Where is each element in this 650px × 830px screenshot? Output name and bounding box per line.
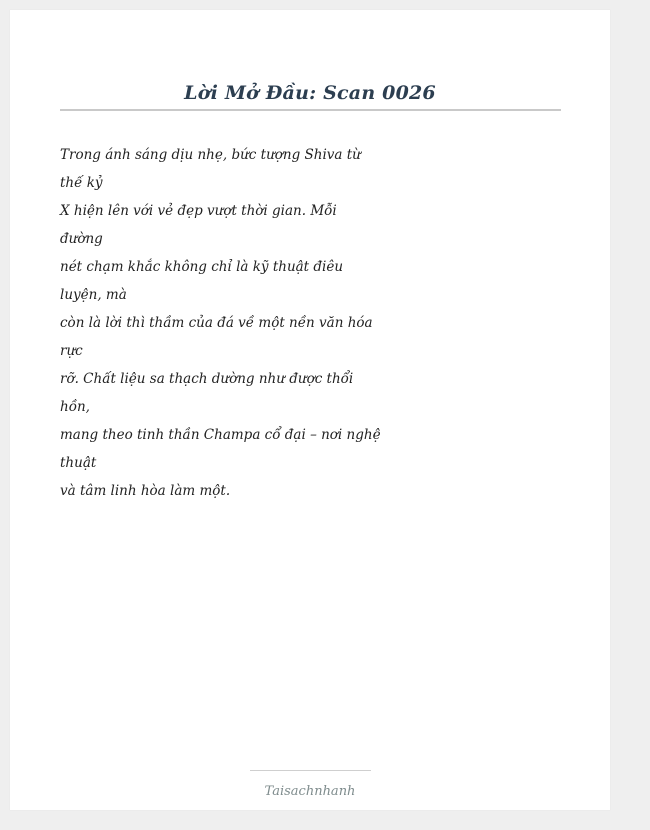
- body-line: luyện, mà: [60, 287, 127, 303]
- body-line: mang theo tinh thần Champa cổ đại – nơi nghệ: [60, 427, 381, 443]
- page-title: Lời Mở Đầu: Scan 0026: [184, 82, 436, 104]
- document-page: [10, 10, 610, 810]
- body-line: thế kỷ: [60, 175, 103, 191]
- title-divider: [60, 109, 561, 111]
- body-line: và tâm linh hòa làm một.: [60, 483, 231, 499]
- body-text: [60, 141, 381, 505]
- body-line: thuật: [60, 455, 97, 471]
- body-line: đường: [60, 231, 103, 247]
- body-line: rực: [60, 343, 83, 359]
- body-line: nét chạm khắc không chỉ là kỹ thuật điêu: [60, 259, 344, 275]
- body-line: hồn,: [60, 399, 90, 415]
- body-line: Trong ánh sáng dịu nhẹ, bức tượng Shiva từ: [60, 147, 361, 163]
- body-line: rỡ. Chất liệu sa thạch dường như được thổi: [60, 371, 354, 387]
- body-line: X hiện lên với vẻ đẹp vượt thời gian. Mỗi: [60, 203, 337, 219]
- footer-divider: [250, 770, 371, 771]
- body-line: còn là lời thì thầm của đá về một nền văn hóa: [60, 315, 373, 331]
- footer-credit: Taisachnhanh: [264, 784, 356, 799]
